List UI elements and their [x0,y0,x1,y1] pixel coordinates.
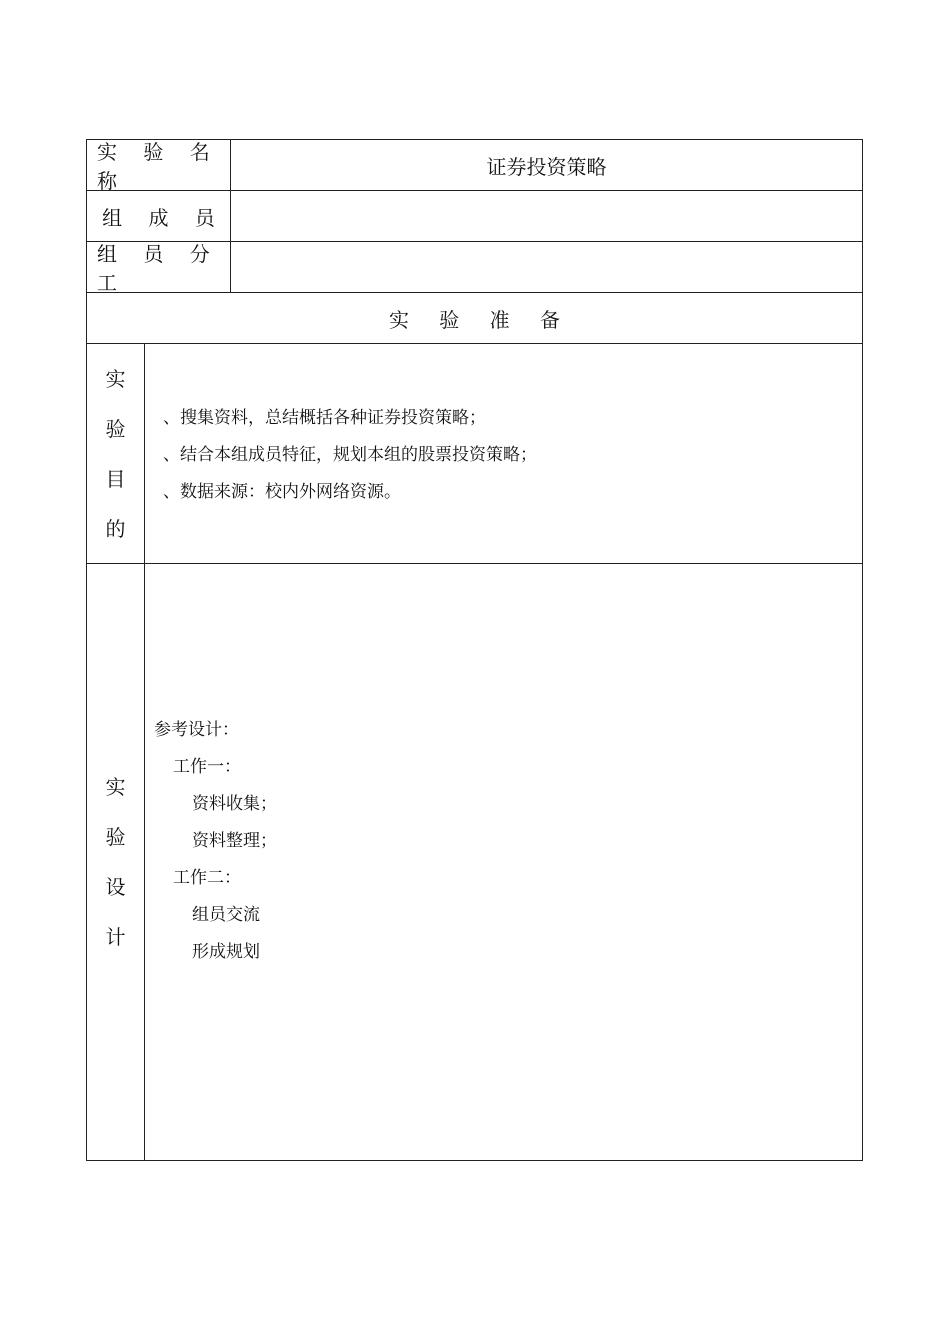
experiment-name-value-text: 证券投资策略 [486,154,607,179]
purpose-content [145,344,862,563]
experiment-name-label [87,140,231,193]
design-label [87,564,145,1160]
members-row [87,191,862,242]
experiment-table [86,139,863,1161]
design-block [154,712,277,971]
purpose-row [87,344,862,564]
design-label-char: 验 [105,825,126,849]
list-item: 、结合本组成员特征，规划本组的股票投资策略； [163,445,537,465]
members-label-text: 组 成 员 [102,205,225,230]
design-label-char: 实 [105,775,126,799]
work2-title: 工作二： [173,868,241,888]
members-value [231,191,862,241]
preparation-header-row [87,293,862,344]
division-row [87,242,862,293]
list-item: 、搜集资料，总结概括各种证券投资策略； [163,408,486,428]
list-item: 形成规划 [192,942,260,962]
purpose-label-char: 的 [105,516,126,541]
design-content [145,564,862,1160]
list-item: 组员交流 [192,905,260,925]
work1-title: 工作一： [173,757,241,777]
purpose-label-char: 验 [105,416,126,441]
design-heading: 参考设计： [154,720,239,740]
division-value [231,242,862,292]
list-item: 、数据来源：校内外网络资源。 [163,482,401,502]
purpose-label [87,344,145,563]
purpose-label-char: 目 [105,466,126,491]
division-label [87,242,231,295]
list-item: 资料收集； [192,794,277,814]
experiment-name-value [231,140,862,190]
list-item: 资料整理； [192,831,277,851]
design-label-char: 设 [105,875,126,899]
members-label [87,191,231,241]
design-label-char: 计 [105,925,126,949]
preparation-header: 实 验 准 备 [388,307,573,332]
design-row [87,564,862,1160]
experiment-name-label-text: 实 验 名 称 [97,140,220,193]
purpose-label-char: 实 [105,366,126,391]
purpose-list [163,400,537,511]
experiment-name-row [87,140,862,191]
division-label-text: 组 员 分 工 [97,242,220,295]
